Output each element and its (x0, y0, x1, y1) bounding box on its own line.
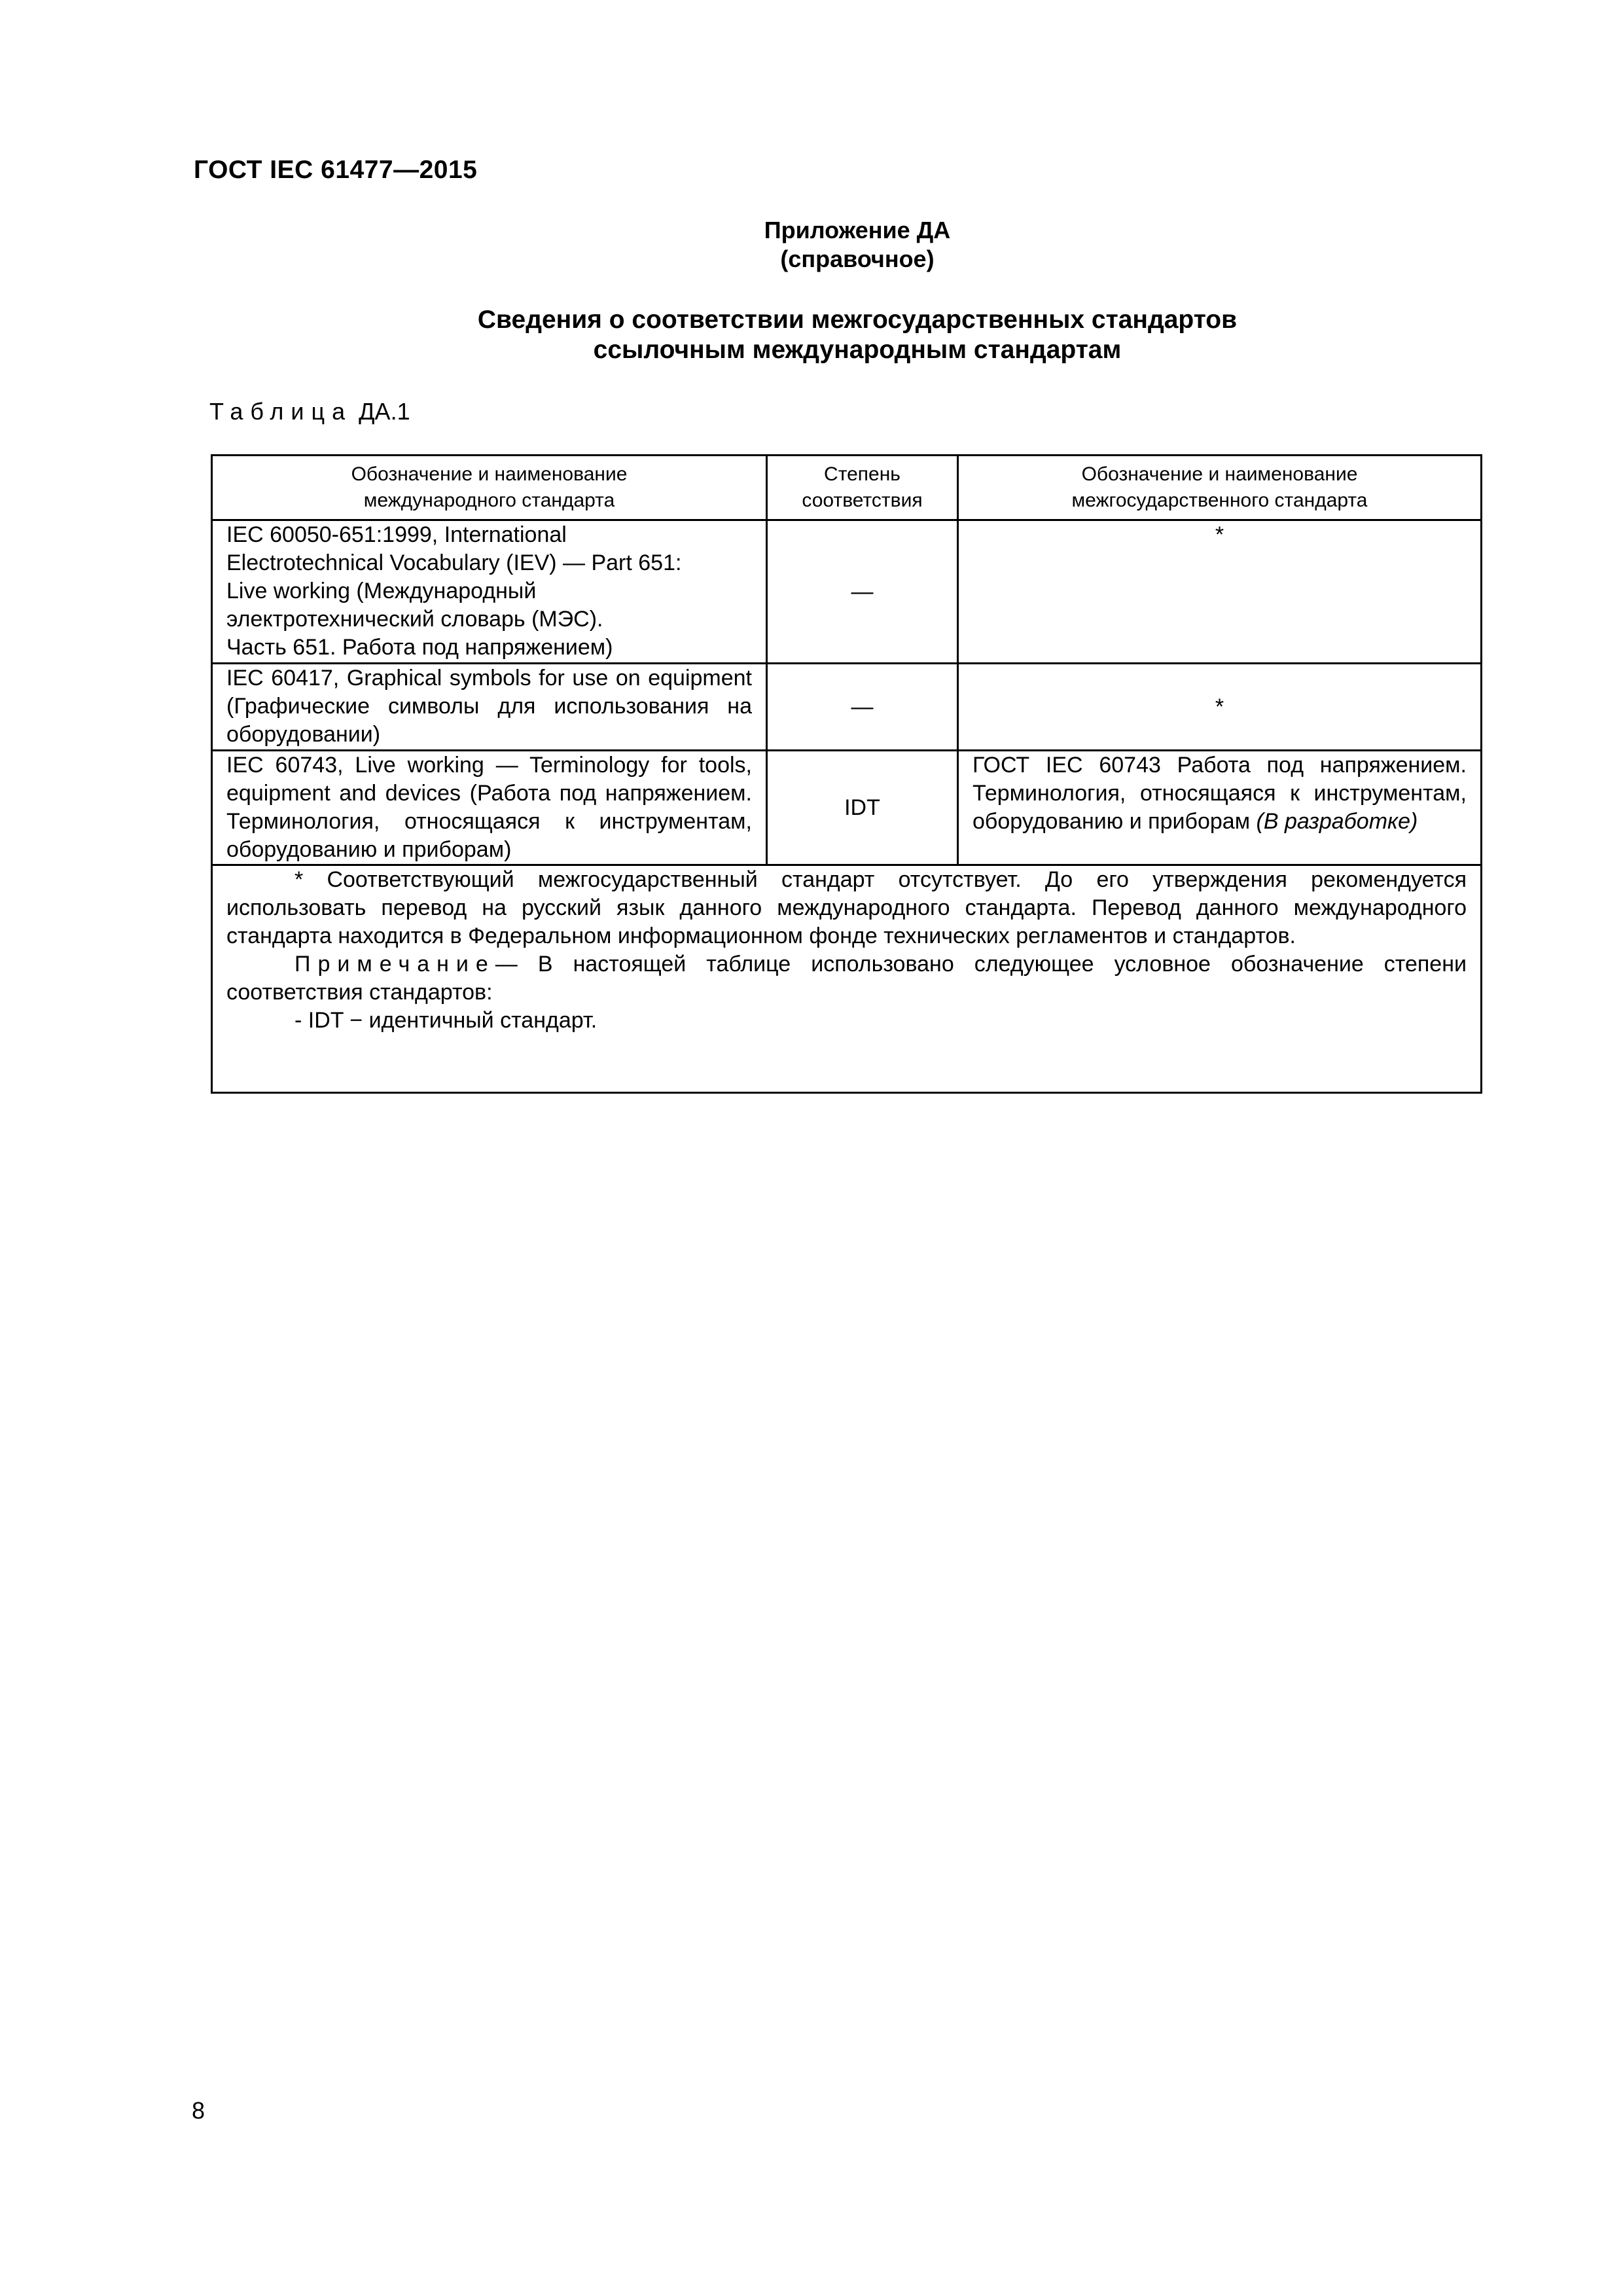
appendix-title: Приложение ДА (764, 217, 951, 243)
table-row (212, 751, 1482, 865)
cell-line: Electrotechnical Vocabulary (IEV) — Part 651: (226, 550, 682, 575)
header-col1-line1: Обозначение и наименование (351, 463, 628, 485)
header-col3-line2: межгосударственного стандарта (1071, 490, 1368, 511)
header-interstate-standard (958, 456, 1482, 520)
table-footer-row (212, 865, 1482, 1093)
appendix-kind: (справочное) (780, 245, 935, 272)
cell-line: IEC 60050-651:1999, International (226, 522, 567, 547)
main-title-line1: Сведения о соответствии межгосударственных стандартов (477, 306, 1238, 334)
table-footer (212, 865, 1482, 1093)
cell-international-standard: IEC 60743, Live working — Terminology for tools, equipment and devices (Работа под напряжением. Терминология, относящаяся к инструментам, оборудованию и приборам) (212, 751, 767, 865)
header-col2-line2: соответствия (802, 490, 923, 511)
cell-degree: — (767, 520, 958, 664)
cell-interstate-standard: * (958, 520, 1482, 664)
header-col1-line2: международного стандарта (363, 490, 615, 511)
cell-interstate-standard: * (958, 664, 1482, 751)
main-title (380, 305, 1335, 365)
table-caption (209, 398, 410, 425)
cell-degree: IDT (767, 751, 958, 865)
note-text: — В настоящей таблице использовано следующее условное обозначение степени соответствия стандартов: (226, 952, 1467, 1005)
correspondence-table (211, 454, 1482, 1094)
header-col3-line1: Обозначение и наименование (1081, 463, 1358, 485)
document-code: ГОСТ IEC 61477—2015 (194, 156, 478, 184)
note-paragraph (226, 950, 1467, 1007)
header-col2-line1: Степень (824, 463, 901, 485)
interstate-standard-status: (В разработке) (1256, 809, 1418, 834)
table-row (212, 664, 1482, 751)
table-row (212, 520, 1482, 664)
cell-degree: — (767, 664, 958, 751)
table-caption-number: ДА.1 (359, 398, 410, 425)
cell-line: Часть 651. Работа под напряжением) (226, 635, 613, 660)
main-title-line2: ссылочным международным стандартам (593, 336, 1122, 364)
header-international-standard (212, 456, 767, 520)
page-number: 8 (192, 2097, 205, 2124)
header-degree (767, 456, 958, 520)
footnote-text: * Соответствующий межгосударственный стандарт отсутствует. До его утверждения рекомендуется использовать перевод на русский язык данного международного стандарта. Перевод данного международного стандарта находится в Федеральном информационном фонде технических регламентов и стандартов. (226, 867, 1467, 948)
cell-international-standard: IEC 60417, Graphical symbols for use on equipment (Графические символы для использования на оборудовании) (212, 664, 767, 751)
cell-international-standard (212, 520, 767, 664)
note-label: Примечание (294, 952, 495, 977)
cell-interstate-standard (958, 751, 1482, 865)
appendix-heading (615, 216, 1099, 274)
interstate-standard-text: ГОСТ IEC 60743 Работа под напряжением. Терминология, относящаяся к инструментам, оборудованию и приборам (972, 753, 1467, 834)
cell-line: Live working (Международный (226, 579, 537, 603)
note-item: - IDT − идентичный стандарт. (294, 1008, 597, 1033)
cell-line: электротехнический словарь (МЭС). (226, 607, 603, 632)
table-header-row (212, 456, 1482, 520)
table-caption-word: Таблица (209, 398, 353, 425)
